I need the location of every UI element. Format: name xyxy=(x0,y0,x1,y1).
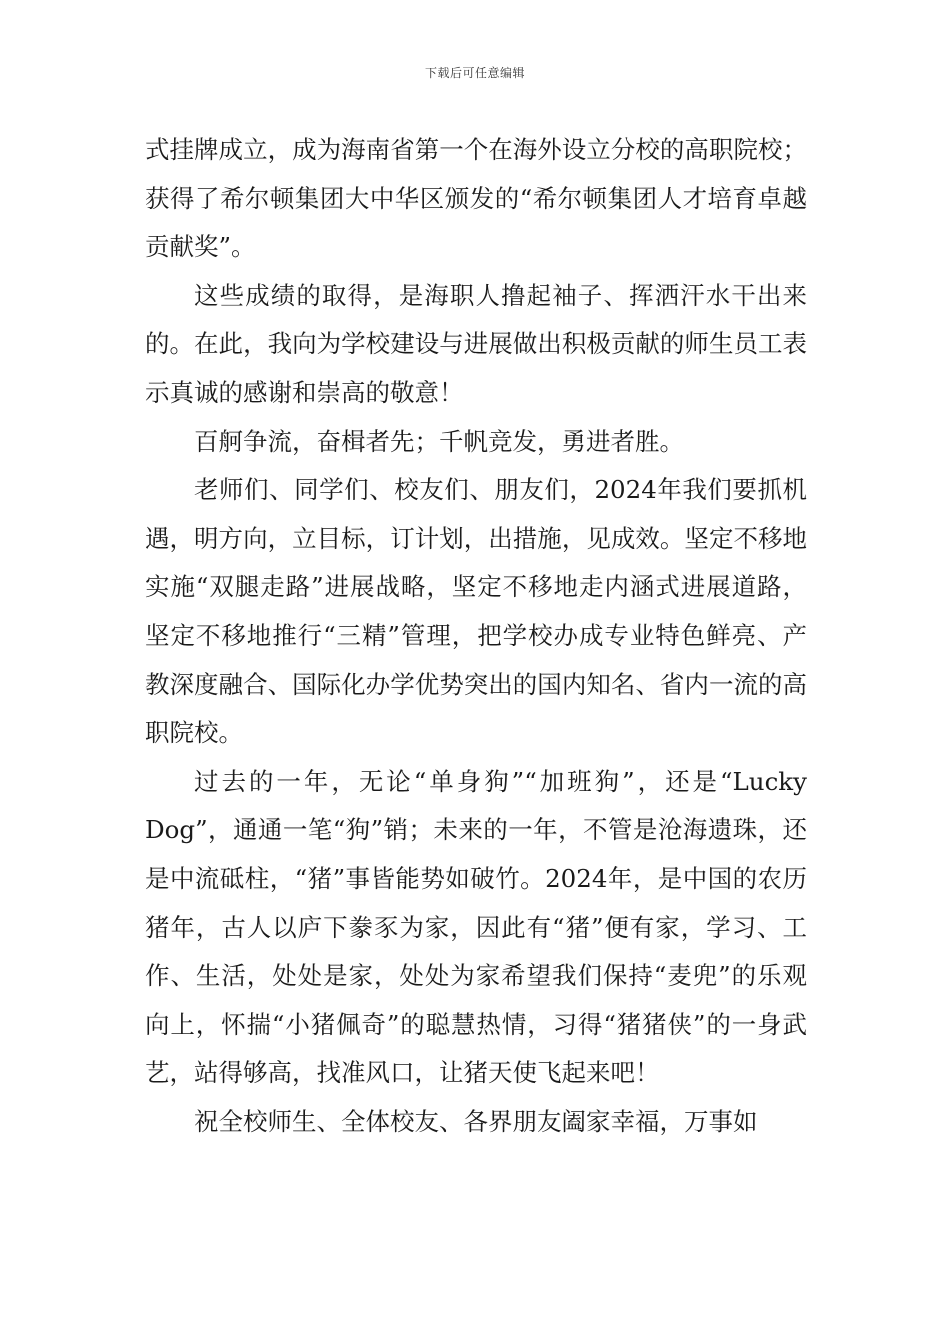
paragraph-6: 祝全校师生、全体校友、各界朋友阖家幸福，万事如 xyxy=(194,1106,758,1136)
paragraph-3: 百舸争流，奋楫者先；千帆竞发，勇进者胜。 xyxy=(194,426,684,456)
paragraph-2: 这些成绩的取得，是海职人撸起袖子、挥洒汗水干出来的。在此，我向为学校建设与进展做出积极贡献的师生员工表示真诚的感谢和崇高的敬意！ xyxy=(145,280,807,407)
paragraph-4: 老师们、同学们、校友们、朋友们，2024年我们要抓机遇，明方向，立目标，订计划，出措施，见成效。坚定不移地实施“双腿走路”进展战略，坚定不移地走内涵式进展道路，坚定不移地推行“三精”管理，把学校办成专业特色鲜亮、产教深度融合、国际化办学优势突出的国内知名、省内一流的高职院校。 xyxy=(145,475,807,748)
paragraph-1: 式挂牌成立，成为海南省第一个在海外设立分校的高职院校；获得了希尔顿集团大中华区颁发的“希尔顿集团人才培育卓越贡献奖”。 xyxy=(145,135,807,262)
paragraph-5: 过去的一年，无论“单身狗”“加班狗”，还是“Lucky Dog”，通通一笔“狗”销；未来的一年，不管是沧海遗珠，还是中流砥柱，“猪”事皆能势如破竹。2024年，是中国的农历猪年，古人以庐下豢豕为家，因此有“猪”便有家，学习、工作、生活，处处是家，处处为家希望我们保持“麦兜”的乐观向上，怀揣“小猪佩奇”的聪慧热情，习得“猪猪侠”的一身武艺，站得够高，找准风口，让猪天使飞起来吧！ xyxy=(145,766,807,1088)
header-note: 下载后可任意编辑 xyxy=(424,66,525,80)
document-body xyxy=(145,126,807,1146)
